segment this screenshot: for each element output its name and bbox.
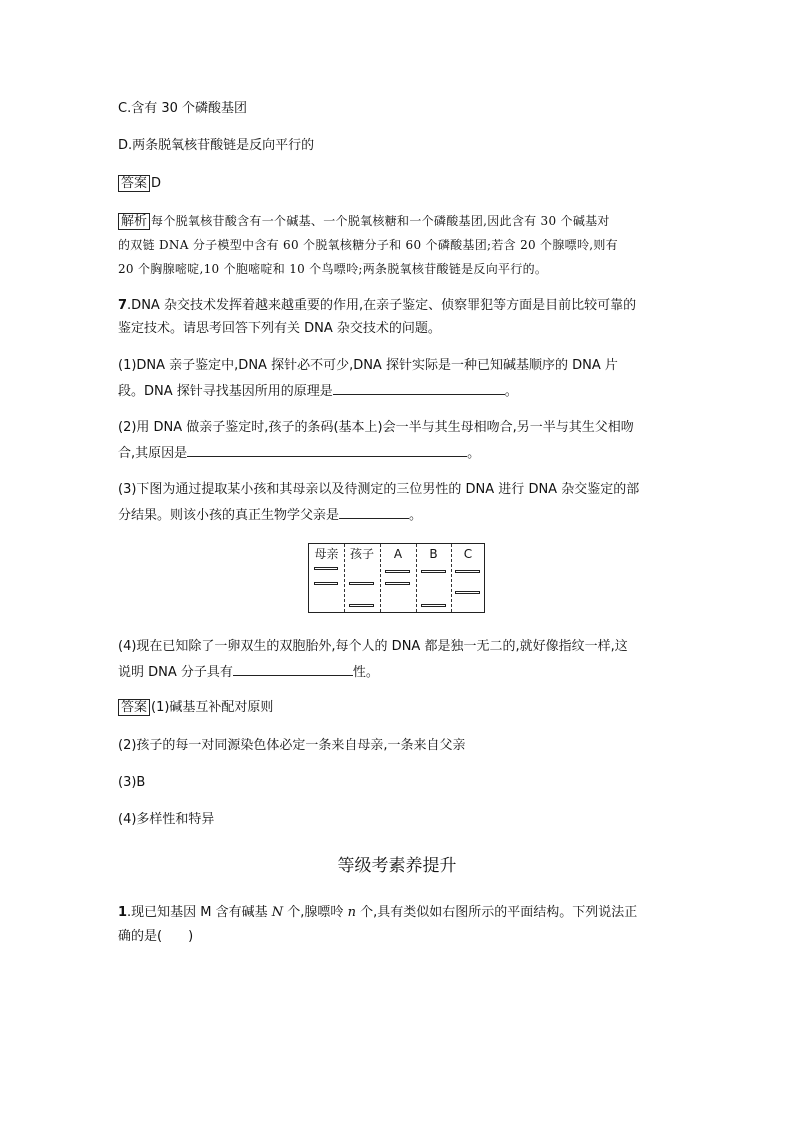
explanation-line-1 (118, 212, 610, 230)
gel-lane-c (451, 544, 485, 612)
gel-label-a: A (393, 547, 403, 561)
dna-gel-figure (308, 543, 485, 613)
gel-band (349, 604, 374, 607)
gel-label-c: C (463, 547, 473, 561)
explanation-line-3: 20 个胸腺嘧啶,10 个胞嘧啶和 10 个鸟嘌呤;两条脱氧核苷酸链是反向平行的。 (118, 262, 548, 276)
q7-answer-3: (3)B (118, 775, 146, 790)
period: 。 (467, 446, 481, 461)
q7-part2-line-1: (2)用 DNA 做亲子鉴定时,孩子的条码(基本上)会一半与其生母相吻合,另一半与其生父相吻 (118, 420, 634, 435)
gel-label-mother: 母亲 (314, 547, 339, 561)
q1-text-c: 个,具有类似如右图所示的平面结构。下列说法正 (355, 905, 638, 920)
q7-part4-suffix: 性。 (352, 665, 379, 680)
gel-label-b: B (429, 547, 438, 561)
q7-part3-text: 分结果。则该小孩的真正生物学父亲是 (118, 508, 340, 523)
period: 。 (409, 508, 423, 523)
gel-band (455, 570, 480, 573)
q7-part1-line-1: (1)DNA 亲子鉴定中,DNA 探针必不可少,DNA 探针实际是一种已知碱基顺序的 DNA 片 (118, 358, 618, 373)
answer-blank-4[interactable] (233, 662, 353, 676)
answer-tag: 答案 (118, 175, 150, 192)
answer-blank-1[interactable] (333, 381, 505, 395)
q1-number: 1 (118, 905, 128, 920)
q1-stem-line-2: 确的是( ) (118, 929, 194, 944)
gel-lane-a (380, 544, 416, 612)
explanation-text: 每个脱氧核苷酸含有一个碱基、一个脱氧核糖和一个磷酸基团,因此含有 30 个碱基对 (151, 214, 610, 228)
q7-part2-text: 合,其原因是 (118, 446, 188, 461)
gel-band (349, 582, 374, 585)
answer-row-prev (118, 175, 161, 193)
q7-answer-row-1 (118, 699, 273, 717)
explain-tag: 解析 (118, 213, 150, 230)
gel-band (314, 582, 338, 585)
answer-value: D (151, 176, 162, 191)
q7-stem-line-2: 鉴定技术。请思考回答下列有关 DNA 杂交技术的问题。 (118, 321, 441, 336)
gel-lane-b (416, 544, 451, 612)
q7-answer-2: (2)孩子的每一对同源染色体必定一条来自母亲,一条来自父亲 (118, 738, 466, 753)
q7-stem-line-1 (118, 297, 636, 315)
gel-band (421, 570, 446, 573)
gel-band (314, 567, 338, 570)
q7-answer-1: (1)碱基互补配对原则 (151, 700, 274, 715)
option-c: C.含有 30 个磷酸基团 (118, 101, 248, 116)
q7-part4-line-1: (4)现在已知除了一卵双生的双胞胎外,每个人的 DNA 都是独一无二的,就好像指纹一样,这 (118, 639, 628, 654)
answer-blank-3[interactable] (339, 505, 409, 519)
q1-text-b: 个,腺嘌呤 (283, 905, 348, 920)
explanation-line-2: 的双链 DNA 分子模型中含有 60 个脱氧核糖分子和 60 个磷酸基团;若含 20 个腺嘌呤,则有 (118, 238, 618, 252)
q1-text-a: .现已知基因 M 含有碱基 (127, 905, 272, 920)
q7-part1-text: 段。DNA 探针寻找基因所用的原理是 (118, 384, 333, 399)
q7-part2-line-2 (118, 443, 480, 463)
q7-number: 7 (118, 298, 128, 313)
answer-blank-2[interactable] (187, 443, 467, 457)
q7-answer-4: (4)多样性和特异 (118, 812, 215, 827)
var-N: N (271, 905, 284, 920)
period: 。 (504, 384, 518, 399)
q1-stem-line-1 (118, 904, 637, 922)
var-n: n (347, 905, 356, 920)
q7-stem-text: .DNA 杂交技术发挥着越来越重要的作用,在亲子鉴定、侦察罪犯等方面是目前比较可靠的 (127, 298, 637, 313)
q7-part4-line-2 (118, 662, 379, 682)
option-d: D.两条脱氧核苷酸链是反向平行的 (118, 138, 315, 153)
gel-band (421, 604, 446, 607)
gel-band (385, 582, 410, 585)
section-title: 等级考素养提升 (337, 856, 457, 876)
gel-lane-mother (309, 544, 344, 612)
gel-lane-child (344, 544, 380, 612)
gel-label-child: 孩子 (349, 547, 374, 561)
gel-band (455, 591, 480, 594)
q7-part1-line-2 (118, 381, 518, 401)
answer-tag: 答案 (118, 699, 150, 716)
gel-band (385, 570, 410, 573)
q7-part3-line-2 (118, 505, 422, 525)
q7-part4-text: 说明 DNA 分子具有 (118, 665, 233, 680)
q7-part3-line-1: (3)下图为通过提取某小孩和其母亲以及待测定的三位男性的 DNA 进行 DNA 杂交鉴定的部 (118, 482, 640, 497)
